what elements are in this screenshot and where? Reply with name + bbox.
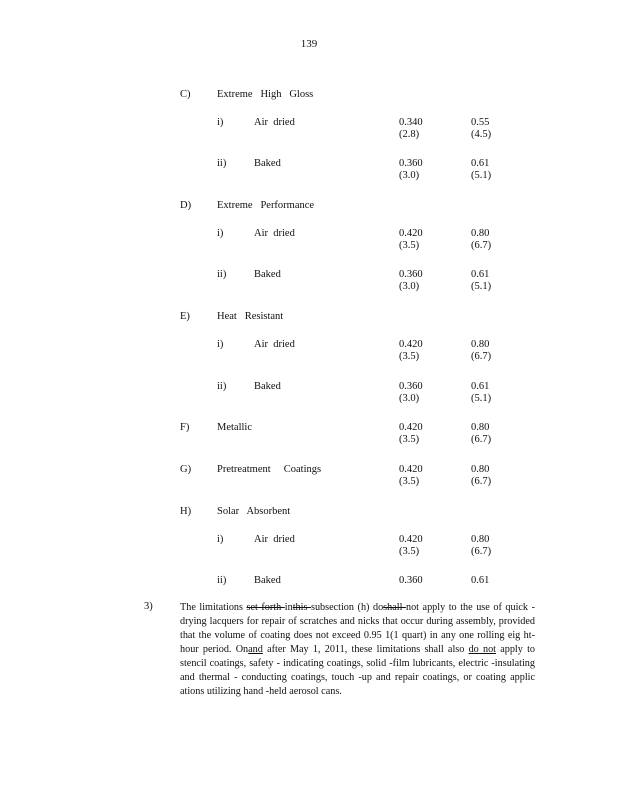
text-run: in (284, 602, 293, 613)
category-letter: D) (180, 200, 192, 211)
category-title: Pretreatment Coatings (217, 464, 322, 475)
row-number: ii) (217, 269, 227, 280)
category-title: Extreme High Gloss (217, 89, 314, 100)
row-label: Baked (254, 269, 281, 280)
paragraph-3-text (180, 601, 535, 699)
value-secondary: 0.80 (471, 228, 490, 239)
text-run: The limitations (180, 602, 247, 613)
value-primary: 0.360 (399, 381, 423, 392)
text-run: subsection (h) do (310, 602, 384, 613)
row-number: i) (217, 339, 224, 350)
value-converted: (3.0) (399, 281, 420, 292)
row-label: Air dried (254, 339, 295, 350)
value-converted: (3.5) (399, 434, 420, 445)
deleted-text: shall (383, 602, 406, 613)
category-letter: E) (180, 311, 190, 322)
value-secondary: 0.80 (471, 422, 490, 433)
category-letter: H) (180, 506, 192, 517)
row-label: Air dried (254, 534, 295, 545)
value-converted: (3.5) (399, 240, 420, 251)
row-number: i) (217, 117, 224, 128)
row-number: ii) (217, 158, 227, 169)
value-converted: (3.5) (399, 476, 420, 487)
text-run: after May 1, 2011, these limitations shall also (262, 644, 469, 655)
value-primary: 0.420 (399, 422, 423, 433)
text-run: apply to stencil coatings, safety - indicating coatings, solid -film lubricants, electric -insulating and thermal - conducting coatings, touch -up and repair coatings, or coating applic ations utilizing hand -held aerosol cans. (180, 644, 536, 697)
value-converted: (3.5) (399, 351, 420, 362)
value-secondary: 0.80 (471, 464, 490, 475)
value-primary: 0.360 (399, 575, 423, 586)
value-secondary-converted: (6.7) (471, 351, 492, 362)
value-secondary-converted: (6.7) (471, 434, 492, 445)
page-number: 139 (300, 38, 318, 50)
value-secondary-converted: (5.1) (471, 281, 492, 292)
value-converted: (3.5) (399, 546, 420, 557)
value-converted: (3.0) (399, 170, 420, 181)
value-secondary-converted: (5.1) (471, 170, 492, 181)
value-primary: 0.420 (399, 339, 423, 350)
value-secondary: 0.61 (471, 575, 490, 586)
row-label: Baked (254, 158, 281, 169)
value-primary: 0.420 (399, 464, 423, 475)
inserted-text: do not (468, 644, 496, 655)
paragraph-number: 3) (144, 601, 153, 612)
row-number: ii) (217, 575, 227, 586)
deleted-text: this (292, 602, 311, 613)
row-number: i) (217, 228, 224, 239)
value-converted: (2.8) (399, 129, 420, 140)
value-secondary: 0.80 (471, 339, 490, 350)
row-label: Air dried (254, 228, 295, 239)
inserted-text: and (248, 644, 263, 655)
category-title: Heat Resistant (217, 311, 284, 322)
category-title: Metallic (217, 422, 252, 433)
category-letter: G) (180, 464, 192, 475)
category-letter: C) (180, 89, 191, 100)
row-number: ii) (217, 381, 227, 392)
row-label: Baked (254, 575, 281, 586)
value-primary: 0.420 (399, 228, 423, 239)
value-secondary: 0.61 (471, 381, 490, 392)
row-number: i) (217, 534, 224, 545)
value-secondary: 0.55 (471, 117, 490, 128)
value-secondary: 0.61 (471, 158, 490, 169)
category-title: Solar Absorbent (217, 506, 291, 517)
value-primary: 0.340 (399, 117, 423, 128)
value-secondary-converted: (4.5) (471, 129, 492, 140)
category-title: Extreme Performance (217, 200, 315, 211)
value-primary: 0.420 (399, 534, 423, 545)
category-letter: F) (180, 422, 190, 433)
deleted-text: set forth (246, 602, 285, 613)
row-label: Air dried (254, 117, 295, 128)
value-converted: (3.0) (399, 393, 420, 404)
value-secondary: 0.61 (471, 269, 490, 280)
value-secondary: 0.80 (471, 534, 490, 545)
value-primary: 0.360 (399, 269, 423, 280)
value-primary: 0.360 (399, 158, 423, 169)
value-secondary-converted: (6.7) (471, 476, 492, 487)
text-run: not apply to the use of quick -drying lacquers for repair of scratches and nicks that occur during assembly, provided that the volume of coating does not exceed 0.95 1(1 quart) in any one rolling eig ht-hour period. On (180, 602, 535, 655)
value-secondary-converted: (6.7) (471, 546, 492, 557)
value-secondary-converted: (6.7) (471, 240, 492, 251)
value-secondary-converted: (5.1) (471, 393, 492, 404)
row-label: Baked (254, 381, 281, 392)
